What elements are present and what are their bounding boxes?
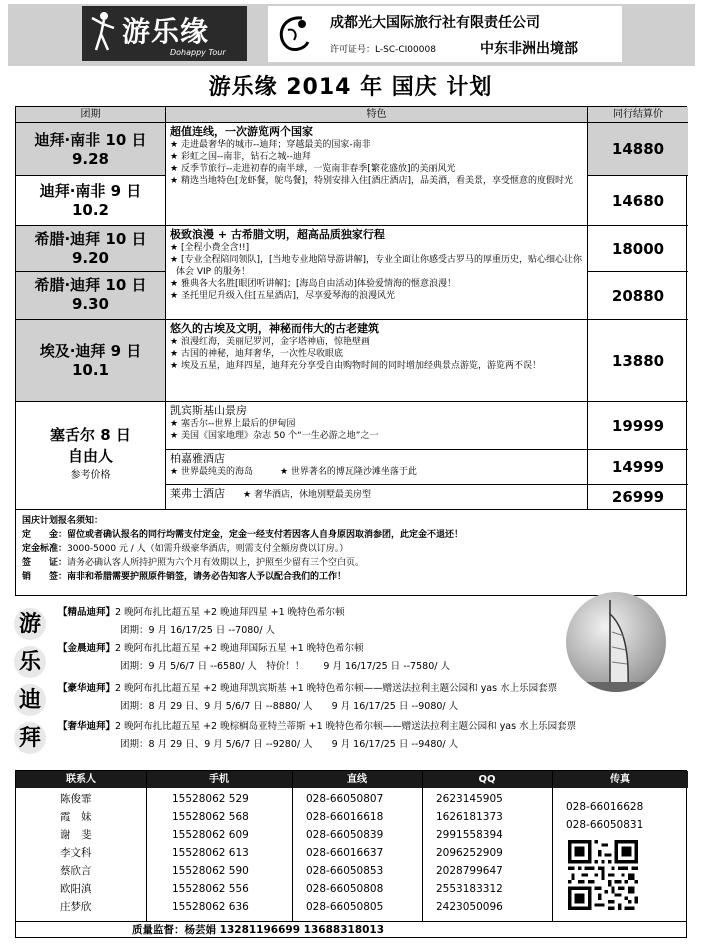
contact-row: 陈俊霏 15528062 529 028-66050807 2623145905 — [60, 793, 503, 805]
package-item: 【豪华迪拜】2 晚阿布扎比超五星 +2 晚迪拜凯宾斯基 +1 晚特色希尔顿——赠送法拉利主题公园和 yas 水上乐园套票 团期：8 月 29 日、9 月 5/6/7 日 --8880/ 人 9 月 16/17/25 日 --9080/ 人 — [58, 683, 558, 712]
price-cell: 14680 — [588, 176, 688, 226]
notice-row: 定金标准：3000-5000 元 / 人（如需升级豪华酒店，则需支付全额房费以订房。） — [22, 544, 349, 554]
quality-supervisor: 质量监督：杨芸娟 13281196699 13688318013 — [132, 924, 385, 936]
page-title: 游乐缘 2014 年 国庆 计划 — [208, 75, 493, 100]
package-item: 【奢华迪拜】2 晚阿布扎比超五星 +2 晚棕榈岛亚特兰蒂斯 +1 晚特色希尔顿——赠送法拉利主题公园和 yas 水上乐园套票 团期：8 月 29 日、9 月 5/6/7 日 --9280/ 人 9 月 16/17/25 日 --9480/ 人 — [58, 721, 577, 750]
logo-text: 游乐缘 — [122, 15, 210, 48]
contact-header: 直线 — [292, 771, 422, 788]
price-cell: 13880 — [588, 320, 688, 402]
contact-header: QQ — [422, 771, 552, 788]
price-cell: 19999 — [588, 402, 688, 450]
registration-notice — [15, 510, 687, 596]
contact-header: 传真 — [552, 771, 688, 788]
price-cell: 18000 — [588, 226, 688, 272]
notice-row: 定 金：留位或者确认报名的同行均需支付定金，定金一经支付若因客人自身原因取消参团，此定金不退还！ — [22, 530, 464, 540]
group-cell: 希腊·迪拜 10 日 9.30 — [16, 272, 166, 320]
feature-cell: 超值连线，一次游览两个国家 ★ 走进最奢华的城市--迪拜；穿越最美的国家-南非 ★ 彩虹之国--南非，钻石之城--迪拜 ★ 反季节旅行--走进初春的南半球，一览南非春季[繁花盛放]的美丽风光 ★ 精选当地特色[龙虾餐，鸵鸟餐]，特别安排入住[酒庄酒店]，品美酒，看美景，享受惬意的度假时光 — [166, 123, 588, 226]
price-cell: 26999 — [611, 488, 665, 506]
header-features: 特色 — [166, 107, 588, 123]
fax-number: 028-66050831 — [566, 819, 644, 831]
header-price: 同行结算价 — [588, 107, 688, 123]
company-name: 成都光大国际旅行社有限责任公司 — [330, 15, 540, 31]
contact-row: 李文科 15528062 613 028-66016637 2096252909 — [60, 847, 503, 859]
feature-cell: 凯宾斯基山景房 ★ 塞舌尔--世界上最后的伊甸园 ★ 美国《国家地理》杂志 50 个“一生必游之地”之一 — [166, 402, 588, 450]
feature-cell: 柏嘉雅酒店 ★ 世界最纯美的海岛 ★ 世界著名的博瓦隆沙滩坐落于此 — [166, 450, 588, 485]
license-number: 许可证号：L-SC-CI00008 — [330, 45, 436, 55]
contact-row: 欧阳滇 15528062 556 028-66050808 2553183312 — [60, 883, 503, 895]
package-item: 【金晨迪拜】2 晚阿布扎比超五星 +2 晚迪拜国际五星 +1 晚特色希尔顿 团期：9 月 5/6/7 日 --6580/ 人 特价！！ 9 月 16/17/25 日 --7580/ 人 — [58, 643, 450, 672]
notice-row: 签 证：请务必确认客人所持护照为六个月有效期以上，护照至少留有三个空白页。 — [22, 558, 365, 568]
contact-header: 联系人 — [16, 771, 146, 788]
group-cell: 埃及·迪拜 9 日 10.1 — [16, 320, 166, 402]
side-title: 游 乐 迪 拜 — [14, 608, 48, 760]
brand-logo — [82, 6, 247, 61]
group-cell: 迪拜·南非 9 日 10.2 — [16, 176, 166, 226]
group-cell: 塞舌尔 8 日 自由人 参考价格 — [16, 402, 166, 509]
contact-header: 手机 — [146, 771, 292, 788]
company-block — [268, 6, 622, 62]
qr-code-icon — [568, 840, 638, 910]
price-cell: 14999 — [588, 450, 688, 485]
tour-table — [15, 106, 687, 510]
fax-number: 028-66016628 — [566, 801, 644, 813]
group-cell: 迪拜·南非 10 日 9.28 — [16, 123, 166, 176]
header-dates: 团期 — [16, 107, 166, 123]
dancer-icon — [88, 10, 118, 56]
price-cell: 14880 — [588, 123, 688, 176]
feature-cell: 悠久的古埃及文明，神秘而伟大的古老建筑 ★ 浪漫红海，美丽尼罗河，金字塔神庙，惊艳壁画 ★ 古国的神秘，迪拜奢华，一次性尽收眼底 ★ 埃及五星，迪拜四星，迪拜充分享受自由购物时间的同时增加经典景点游览，游览两不误！ — [166, 320, 588, 402]
company-emblem-icon — [272, 12, 314, 54]
group-cell: 希腊·迪拜 10 日 9.20 — [16, 226, 166, 272]
notice-title: 国庆计划报名须知： — [22, 516, 104, 526]
price-cell: 20880 — [588, 272, 688, 320]
department-name: 中东非洲出境部 — [480, 41, 578, 57]
logo-subtitle: Dohappy Tour — [170, 48, 226, 57]
feature-cell: 极致浪漫 + 古希腊文明，超高品质独家行程 ★ [全程小费全含!!] ★ [专业全程陪同领队]，[当地专业地陪导游讲解]，专业全面让你感受古罗马的厚重历史，贴心细心让你体会 VIP 的服务！ ★ 雅典各大名胜[眼团听讲解]；[海岛自由活动]体验爱情海的惬意浪漫！ ★ 圣托里尼升级入住[五星酒店]，尽享爱琴海的浪漫风光 — [166, 226, 588, 320]
package-item: 【精品迪拜】2 晚阿布扎比超五星 +2 晚迪拜四星 +1 晚特色希尔顿 团期：9 月 16/17/25 日 --7080/ 人 — [58, 607, 345, 636]
contact-row: 霞 妹 15528062 568 028-66016618 1626181373 — [60, 811, 503, 823]
contact-row: 庄梦欣 15528062 636 028-66050805 2423050096 — [60, 901, 503, 913]
contact-row: 蔡欣言 15528062 590 028-66050853 2028799647 — [60, 865, 503, 877]
contact-row: 谢 斐 15528062 609 028-66050839 2991558394 — [60, 829, 503, 841]
notice-row: 销 签：南非和希腊需要护照原件销签，请务必告知客人予以配合我们的工作！ — [22, 572, 347, 582]
feature-cell: 莱弗士酒店 ★ 奢华酒店，休地别墅最美房型 — [166, 485, 588, 509]
